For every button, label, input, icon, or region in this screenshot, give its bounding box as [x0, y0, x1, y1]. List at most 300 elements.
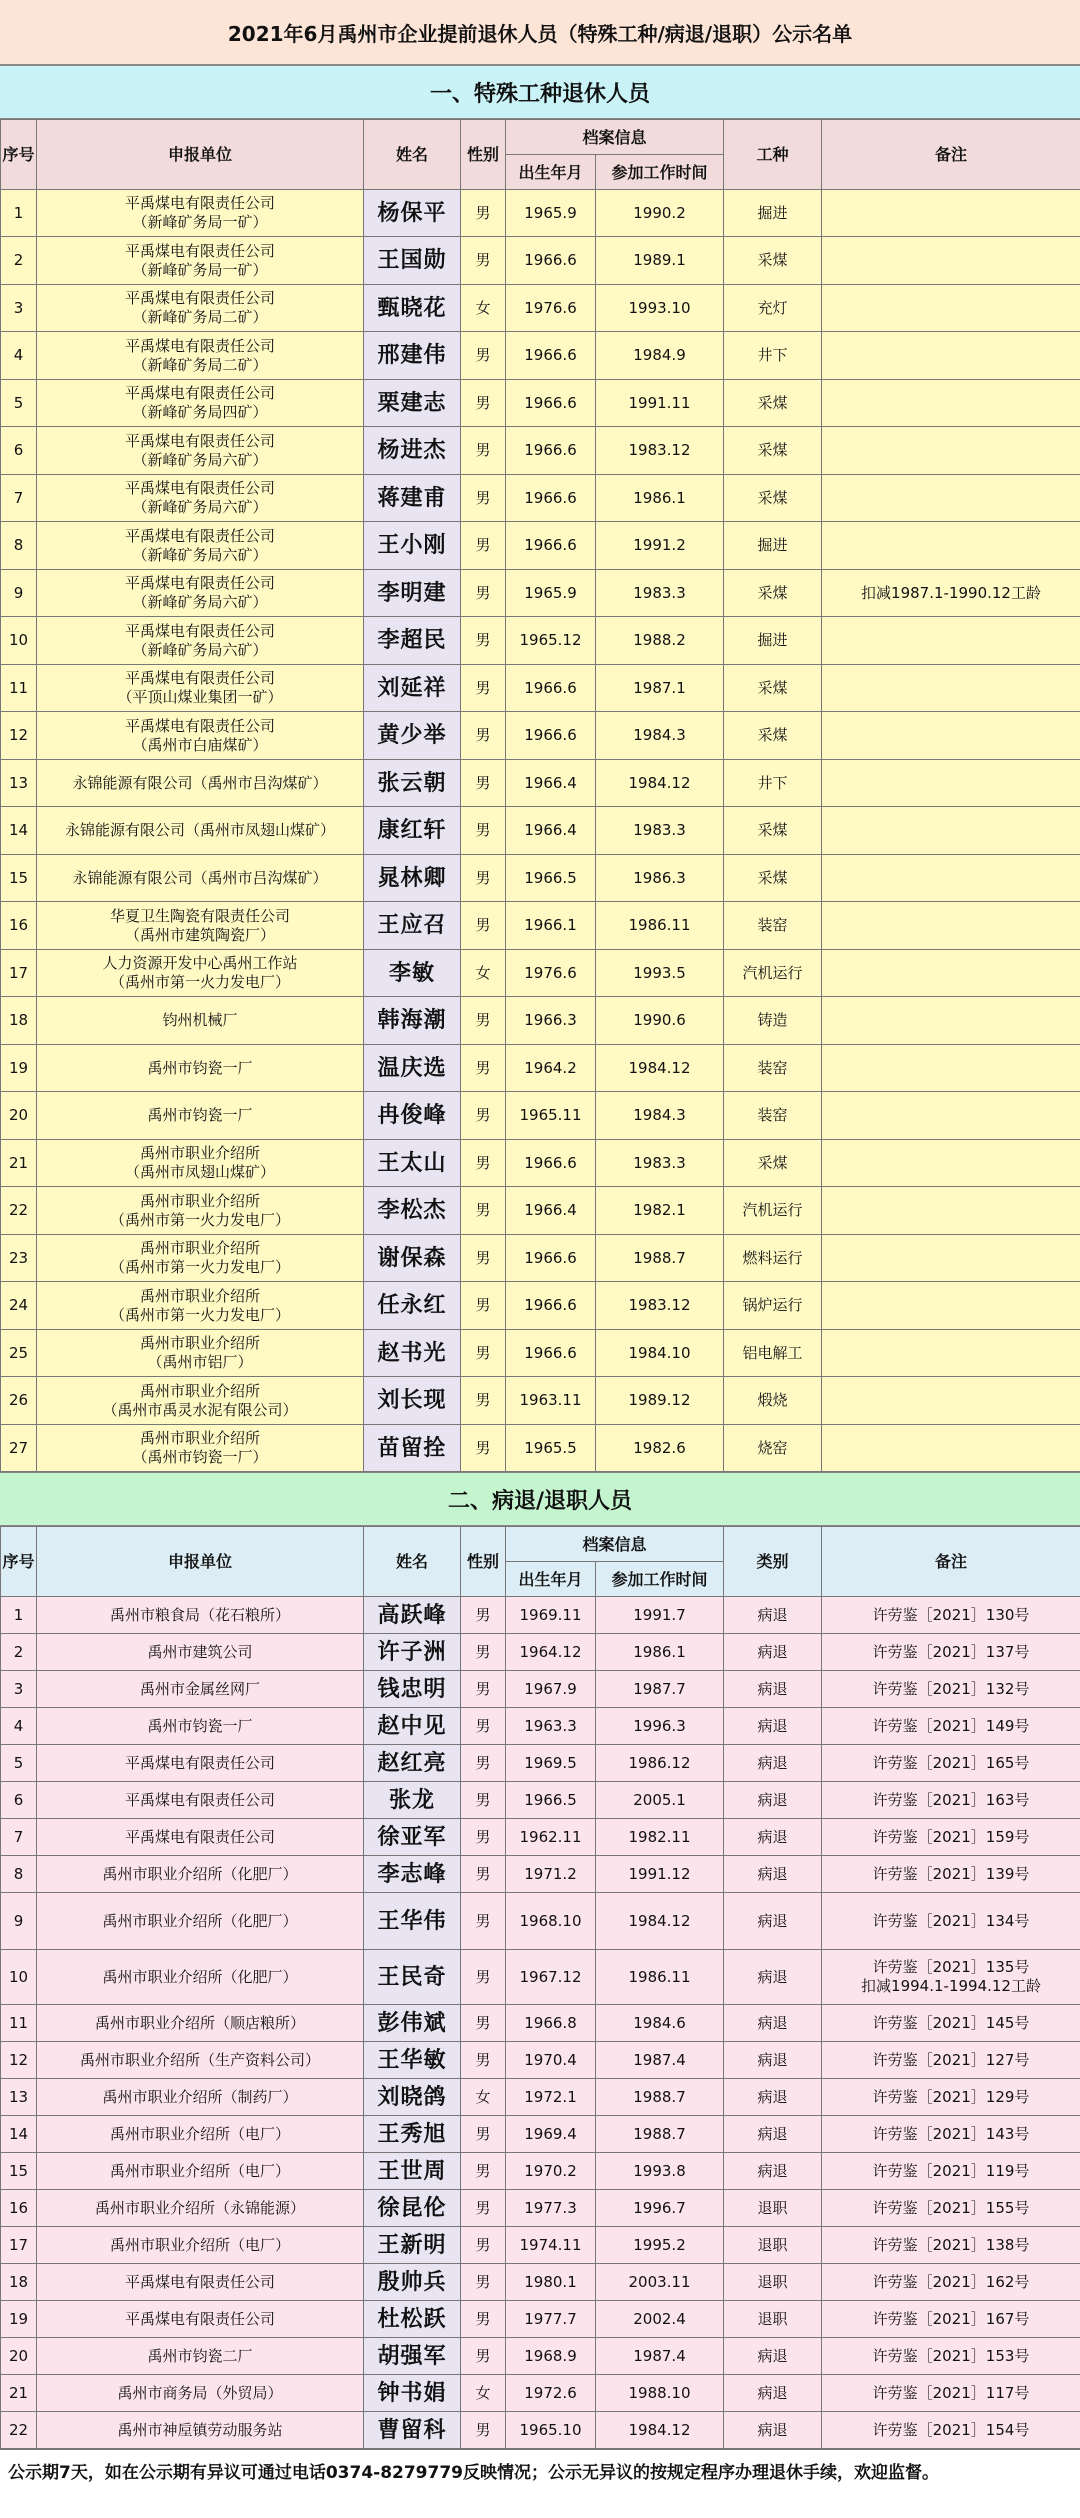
cell-note: 许劳鉴［2021］145号	[822, 2005, 1080, 2042]
cell-no: 14	[1, 807, 37, 855]
cell-name: 胡强军	[364, 2338, 461, 2375]
table-row	[1, 617, 1080, 665]
cell-gender: 男	[461, 1597, 506, 1634]
cell-name: 王太山	[364, 1140, 461, 1187]
cell-type: 采煤	[724, 570, 822, 617]
cell-gender: 男	[461, 1745, 506, 1782]
cell-name: 蒋建甫	[364, 475, 461, 522]
cell-type: 病退	[724, 1745, 822, 1782]
table-row	[1, 332, 1080, 380]
table-row	[1, 807, 1080, 855]
cell-gender: 男	[461, 1671, 506, 1708]
cell-birth: 1977.7	[506, 2301, 596, 2338]
header-unit: 申报单位	[37, 120, 364, 190]
cell-work: 1983.12	[596, 427, 724, 475]
cell-work: 1986.1	[596, 475, 724, 522]
cell-gender: 男	[461, 380, 506, 427]
cell-work: 1996.3	[596, 1708, 724, 1745]
cell-type: 井下	[724, 760, 822, 807]
cell-type: 装窑	[724, 902, 822, 950]
cell-unit: 永锦能源有限公司（禹州市凤翅山煤矿）	[37, 807, 364, 855]
header-type: 类别	[724, 1527, 822, 1597]
table-row	[1, 855, 1080, 902]
cell-name: 李志峰	[364, 1856, 461, 1893]
table-row	[1, 1187, 1080, 1235]
cell-unit: 禹州市职业介绍所（永锦能源）	[37, 2190, 364, 2227]
header-gender: 性别	[461, 1527, 506, 1597]
cell-type: 病退	[724, 2412, 822, 2449]
cell-note	[822, 997, 1080, 1045]
cell-note: 许劳鉴［2021］165号	[822, 1745, 1080, 1782]
cell-type: 病退	[724, 2116, 822, 2153]
cell-note	[822, 855, 1080, 902]
cell-work: 1988.7	[596, 2116, 724, 2153]
cell-note	[822, 237, 1080, 285]
cell-unit: 永锦能源有限公司（禹州市吕沟煤矿）	[37, 855, 364, 902]
cell-type: 采煤	[724, 1140, 822, 1187]
cell-note: 许劳鉴［2021］162号	[822, 2264, 1080, 2301]
table-row	[1, 2301, 1080, 2338]
cell-note: 许劳鉴［2021］149号	[822, 1708, 1080, 1745]
cell-gender: 男	[461, 902, 506, 950]
cell-type: 锅炉运行	[724, 1282, 822, 1330]
cell-type: 病退	[724, 1819, 822, 1856]
cell-unit: 禹州市职业介绍所（顺店粮所）	[37, 2005, 364, 2042]
cell-unit: 华夏卫生陶瓷有限责任公司 （禹州市建筑陶瓷厂）	[37, 902, 364, 950]
cell-unit: 禹州市职业介绍所（化肥厂）	[37, 1893, 364, 1950]
cell-name: 王世周	[364, 2153, 461, 2190]
cell-unit: 平禹煤电有限责任公司	[37, 2301, 364, 2338]
cell-note: 许劳鉴［2021］137号	[822, 1634, 1080, 1671]
cell-gender: 男	[461, 712, 506, 760]
table-row	[1, 475, 1080, 522]
cell-work: 1984.12	[596, 760, 724, 807]
cell-gender: 男	[461, 1140, 506, 1187]
cell-work: 1982.6	[596, 1425, 724, 1472]
cell-no: 11	[1, 2005, 37, 2042]
cell-no: 9	[1, 1893, 37, 1950]
table-row	[1, 1377, 1080, 1425]
cell-birth: 1977.3	[506, 2190, 596, 2227]
table-row	[1, 2412, 1080, 2449]
special-type-retirees-table	[0, 119, 1080, 1472]
cell-note	[822, 1377, 1080, 1425]
cell-work: 1983.3	[596, 1140, 724, 1187]
cell-birth: 1966.6	[506, 665, 596, 712]
cell-unit: 平禹煤电有限责任公司 （新峰矿务局六矿）	[37, 617, 364, 665]
cell-work: 1991.7	[596, 1597, 724, 1634]
cell-no: 21	[1, 2375, 37, 2412]
cell-work: 2005.1	[596, 1782, 724, 1819]
cell-type: 铸造	[724, 997, 822, 1045]
cell-name: 王民奇	[364, 1950, 461, 2005]
table-row	[1, 2005, 1080, 2042]
cell-work: 1983.3	[596, 570, 724, 617]
cell-note: 扣减1987.1-1990.12工龄	[822, 570, 1080, 617]
cell-unit: 禹州市神垕镇劳动服务站	[37, 2412, 364, 2449]
cell-no: 8	[1, 1856, 37, 1893]
cell-no: 1	[1, 190, 37, 237]
sick-retirees-table	[0, 1526, 1080, 2449]
cell-name: 张云朝	[364, 760, 461, 807]
table-row	[1, 2338, 1080, 2375]
header-note: 备注	[822, 1527, 1080, 1597]
cell-no: 15	[1, 855, 37, 902]
cell-note: 许劳鉴［2021］155号	[822, 2190, 1080, 2227]
table-row	[1, 2227, 1080, 2264]
cell-note	[822, 760, 1080, 807]
table-row	[1, 665, 1080, 712]
table-row	[1, 950, 1080, 997]
cell-name: 李超民	[364, 617, 461, 665]
cell-note: 许劳鉴［2021］143号	[822, 2116, 1080, 2153]
table-row	[1, 712, 1080, 760]
cell-note	[822, 807, 1080, 855]
cell-birth: 1966.4	[506, 807, 596, 855]
cell-work: 1986.11	[596, 902, 724, 950]
cell-type: 采煤	[724, 665, 822, 712]
cell-note	[822, 427, 1080, 475]
table-row	[1, 2116, 1080, 2153]
cell-gender: 男	[461, 2412, 506, 2449]
cell-no: 16	[1, 2190, 37, 2227]
cell-type: 烧窑	[724, 1425, 822, 1472]
cell-unit: 禹州市钧瓷一厂	[37, 1045, 364, 1092]
cell-unit: 禹州市职业介绍所 （禹州市第一火力发电厂）	[37, 1235, 364, 1282]
cell-name: 刘晓鸽	[364, 2079, 461, 2116]
cell-name: 任永红	[364, 1282, 461, 1330]
cell-name: 康红轩	[364, 807, 461, 855]
cell-gender: 男	[461, 1235, 506, 1282]
cell-no: 27	[1, 1425, 37, 1472]
table-row	[1, 2264, 1080, 2301]
cell-name: 李松杰	[364, 1187, 461, 1235]
cell-name: 钱忠明	[364, 1671, 461, 1708]
cell-name: 杜松跃	[364, 2301, 461, 2338]
cell-note: 许劳鉴［2021］153号	[822, 2338, 1080, 2375]
cell-name: 彭伟斌	[364, 2005, 461, 2042]
cell-unit: 禹州市职业介绍所 （禹州市第一火力发电厂）	[37, 1187, 364, 1235]
cell-work: 1991.2	[596, 522, 724, 570]
cell-work: 1984.3	[596, 1092, 724, 1140]
cell-unit: 平禹煤电有限责任公司 （新峰矿务局六矿）	[37, 522, 364, 570]
section2-heading: 二、病退/退职人员	[0, 1472, 1080, 1526]
header-unit: 申报单位	[37, 1527, 364, 1597]
cell-note: 许劳鉴［2021］154号	[822, 2412, 1080, 2449]
cell-birth: 1964.2	[506, 1045, 596, 1092]
cell-note: 许劳鉴［2021］117号	[822, 2375, 1080, 2412]
cell-name: 王国勋	[364, 237, 461, 285]
cell-work: 1987.4	[596, 2042, 724, 2079]
cell-note	[822, 950, 1080, 997]
cell-birth: 1966.8	[506, 2005, 596, 2042]
cell-no: 18	[1, 2264, 37, 2301]
cell-name: 徐昆伦	[364, 2190, 461, 2227]
cell-name: 曹留科	[364, 2412, 461, 2449]
cell-birth: 1968.10	[506, 1893, 596, 1950]
cell-unit: 禹州市职业介绍所 （禹州市第一火力发电厂）	[37, 1282, 364, 1330]
cell-birth: 1966.6	[506, 237, 596, 285]
cell-birth: 1964.12	[506, 1634, 596, 1671]
cell-note: 许劳鉴［2021］130号	[822, 1597, 1080, 1634]
cell-gender: 男	[461, 332, 506, 380]
cell-gender: 男	[461, 807, 506, 855]
cell-no: 16	[1, 902, 37, 950]
cell-no: 17	[1, 2227, 37, 2264]
cell-unit: 禹州市金属丝网厂	[37, 1671, 364, 1708]
cell-gender: 男	[461, 1950, 506, 2005]
cell-no: 15	[1, 2153, 37, 2190]
cell-type: 退职	[724, 2301, 822, 2338]
cell-no: 26	[1, 1377, 37, 1425]
cell-no: 12	[1, 712, 37, 760]
cell-birth: 1970.4	[506, 2042, 596, 2079]
cell-name: 赵中见	[364, 1708, 461, 1745]
cell-name: 刘长现	[364, 1377, 461, 1425]
cell-birth: 1966.3	[506, 997, 596, 1045]
cell-no: 12	[1, 2042, 37, 2079]
cell-birth: 1969.4	[506, 2116, 596, 2153]
cell-unit: 平禹煤电有限责任公司 （新峰矿务局二矿）	[37, 332, 364, 380]
cell-type: 采煤	[724, 855, 822, 902]
cell-unit: 平禹煤电有限责任公司 （新峰矿务局六矿）	[37, 570, 364, 617]
cell-gender: 男	[461, 1856, 506, 1893]
cell-name: 高跃峰	[364, 1597, 461, 1634]
cell-note: 许劳鉴［2021］134号	[822, 1893, 1080, 1950]
cell-gender: 男	[461, 475, 506, 522]
cell-note: 许劳鉴［2021］167号	[822, 2301, 1080, 2338]
cell-note	[822, 285, 1080, 332]
cell-no: 13	[1, 2079, 37, 2116]
cell-birth: 1966.5	[506, 855, 596, 902]
table-row	[1, 1140, 1080, 1187]
cell-birth: 1966.6	[506, 1140, 596, 1187]
cell-no: 6	[1, 427, 37, 475]
cell-gender: 男	[461, 1092, 506, 1140]
cell-gender: 男	[461, 760, 506, 807]
table-row	[1, 1893, 1080, 1950]
cell-no: 23	[1, 1235, 37, 1282]
cell-work: 1995.2	[596, 2227, 724, 2264]
cell-gender: 男	[461, 2227, 506, 2264]
cell-name: 殷帅兵	[364, 2264, 461, 2301]
cell-type: 燃料运行	[724, 1235, 822, 1282]
cell-name: 钟书娟	[364, 2375, 461, 2412]
table-row	[1, 1856, 1080, 1893]
table-row	[1, 2375, 1080, 2412]
cell-name: 谢保森	[364, 1235, 461, 1282]
cell-name: 王小刚	[364, 522, 461, 570]
cell-work: 1983.12	[596, 1282, 724, 1330]
header-work: 参加工作时间	[596, 1562, 724, 1597]
cell-work: 1986.12	[596, 1745, 724, 1782]
cell-name: 杨保平	[364, 190, 461, 237]
cell-birth: 1963.3	[506, 1708, 596, 1745]
cell-type: 退职	[724, 2264, 822, 2301]
cell-note	[822, 1282, 1080, 1330]
cell-work: 1984.12	[596, 1045, 724, 1092]
table-row	[1, 1282, 1080, 1330]
cell-type: 退职	[724, 2227, 822, 2264]
cell-note	[822, 665, 1080, 712]
cell-unit: 永锦能源有限公司（禹州市吕沟煤矿）	[37, 760, 364, 807]
cell-unit: 禹州市职业介绍所 （禹州市铝厂）	[37, 1330, 364, 1377]
cell-birth: 1966.5	[506, 1782, 596, 1819]
cell-type: 病退	[724, 1950, 822, 2005]
table-row	[1, 427, 1080, 475]
cell-no: 8	[1, 522, 37, 570]
cell-unit: 平禹煤电有限责任公司 （新峰矿务局一矿）	[37, 237, 364, 285]
cell-no: 2	[1, 1634, 37, 1671]
cell-work: 1993.5	[596, 950, 724, 997]
cell-unit: 平禹煤电有限责任公司 （新峰矿务局六矿）	[37, 427, 364, 475]
cell-name: 赵书光	[364, 1330, 461, 1377]
cell-type: 掘进	[724, 617, 822, 665]
cell-gender: 女	[461, 2079, 506, 2116]
cell-name: 黄少举	[364, 712, 461, 760]
cell-gender: 男	[461, 1377, 506, 1425]
cell-birth: 1974.11	[506, 2227, 596, 2264]
cell-birth: 1967.9	[506, 1671, 596, 1708]
cell-work: 2002.4	[596, 2301, 724, 2338]
header-archive: 档案信息	[506, 120, 724, 155]
cell-note	[822, 1140, 1080, 1187]
cell-type: 病退	[724, 2153, 822, 2190]
header-no: 序号	[1, 1527, 37, 1597]
cell-unit: 禹州市职业介绍所（电厂）	[37, 2116, 364, 2153]
cell-birth: 1966.6	[506, 1330, 596, 1377]
cell-name: 徐亚军	[364, 1819, 461, 1856]
cell-work: 1987.1	[596, 665, 724, 712]
cell-gender: 男	[461, 2301, 506, 2338]
cell-work: 1984.3	[596, 712, 724, 760]
cell-unit: 平禹煤电有限责任公司 （新峰矿务局四矿）	[37, 380, 364, 427]
cell-birth: 1967.12	[506, 1950, 596, 2005]
cell-birth: 1966.4	[506, 760, 596, 807]
table-row	[1, 1745, 1080, 1782]
cell-note	[822, 1092, 1080, 1140]
table-row	[1, 1425, 1080, 1472]
cell-no: 25	[1, 1330, 37, 1377]
cell-work: 1982.1	[596, 1187, 724, 1235]
cell-unit: 禹州市职业介绍所（化肥厂）	[37, 1950, 364, 2005]
cell-birth: 1966.6	[506, 1282, 596, 1330]
table-row	[1, 1045, 1080, 1092]
cell-unit: 禹州市钧瓷二厂	[37, 2338, 364, 2375]
cell-unit: 平禹煤电有限责任公司	[37, 1745, 364, 1782]
cell-no: 19	[1, 2301, 37, 2338]
table-row	[1, 1235, 1080, 1282]
cell-gender: 男	[461, 2005, 506, 2042]
cell-type: 病退	[724, 2079, 822, 2116]
cell-name: 甄晓花	[364, 285, 461, 332]
cell-no: 10	[1, 617, 37, 665]
cell-type: 掘进	[724, 190, 822, 237]
cell-birth: 1970.2	[506, 2153, 596, 2190]
cell-gender: 男	[461, 1634, 506, 1671]
cell-no: 18	[1, 997, 37, 1045]
cell-type: 采煤	[724, 427, 822, 475]
cell-unit: 平禹煤电有限责任公司 （新峰矿务局二矿）	[37, 285, 364, 332]
cell-type: 病退	[724, 1893, 822, 1950]
cell-no: 4	[1, 332, 37, 380]
cell-type: 掘进	[724, 522, 822, 570]
cell-gender: 男	[461, 427, 506, 475]
cell-type: 病退	[724, 1634, 822, 1671]
cell-work: 1991.11	[596, 380, 724, 427]
cell-unit: 平禹煤电有限责任公司 （新峰矿务局一矿）	[37, 190, 364, 237]
table-row	[1, 1634, 1080, 1671]
cell-work: 1993.10	[596, 285, 724, 332]
cell-unit: 禹州市粮食局（花石粮所）	[37, 1597, 364, 1634]
cell-note: 许劳鉴［2021］132号	[822, 1671, 1080, 1708]
cell-gender: 女	[461, 950, 506, 997]
cell-unit: 平禹煤电有限责任公司 （平顶山煤业集团一矿）	[37, 665, 364, 712]
table-row	[1, 2079, 1080, 2116]
cell-note: 许劳鉴［2021］159号	[822, 1819, 1080, 1856]
table-row	[1, 522, 1080, 570]
cell-birth: 1966.6	[506, 427, 596, 475]
cell-work: 1984.10	[596, 1330, 724, 1377]
header-note: 备注	[822, 120, 1080, 190]
cell-work: 1990.6	[596, 997, 724, 1045]
cell-type: 汽机运行	[724, 1187, 822, 1235]
table-row	[1, 760, 1080, 807]
cell-type: 退职	[724, 2190, 822, 2227]
cell-note	[822, 475, 1080, 522]
cell-gender: 女	[461, 2375, 506, 2412]
cell-name: 晁林卿	[364, 855, 461, 902]
cell-work: 1984.12	[596, 1893, 724, 1950]
cell-type: 病退	[724, 1782, 822, 1819]
cell-note	[822, 332, 1080, 380]
cell-birth: 1965.11	[506, 1092, 596, 1140]
header-name: 姓名	[364, 1527, 461, 1597]
table-row	[1, 1819, 1080, 1856]
cell-note	[822, 380, 1080, 427]
table-row	[1, 190, 1080, 237]
page-title: 2021年6月禹州市企业提前退休人员（特殊工种/病退/退职）公示名单	[0, 0, 1080, 65]
cell-note	[822, 617, 1080, 665]
header-archive: 档案信息	[506, 1527, 724, 1562]
cell-gender: 男	[461, 2190, 506, 2227]
cell-note: 许劳鉴［2021］129号	[822, 2079, 1080, 2116]
cell-no: 11	[1, 665, 37, 712]
cell-birth: 1969.11	[506, 1597, 596, 1634]
cell-name: 韩海潮	[364, 997, 461, 1045]
cell-no: 22	[1, 2412, 37, 2449]
cell-type: 采煤	[724, 237, 822, 285]
cell-unit: 平禹煤电有限责任公司 （新峰矿务局六矿）	[37, 475, 364, 522]
cell-gender: 男	[461, 1708, 506, 1745]
cell-gender: 男	[461, 1819, 506, 1856]
cell-gender: 男	[461, 522, 506, 570]
cell-unit: 禹州市职业介绍所（化肥厂）	[37, 1856, 364, 1893]
cell-note: 许劳鉴［2021］135号 扣减1994.1-1994.12工龄	[822, 1950, 1080, 2005]
cell-type: 病退	[724, 2338, 822, 2375]
footer-notice: 公示期7天，如在公示期有异议可通过电话0374-8279779反映情况；公示无异议的按规定程序办理退休手续，欢迎监督。	[0, 2449, 1080, 2490]
cell-unit: 禹州市商务局（外贸局）	[37, 2375, 364, 2412]
cell-work: 1986.11	[596, 1950, 724, 2005]
cell-gender: 男	[461, 190, 506, 237]
cell-no: 20	[1, 2338, 37, 2375]
table-row	[1, 2042, 1080, 2079]
cell-unit: 平禹煤电有限责任公司	[37, 2264, 364, 2301]
header-name: 姓名	[364, 120, 461, 190]
cell-work: 1990.2	[596, 190, 724, 237]
cell-no: 9	[1, 570, 37, 617]
cell-unit: 平禹煤电有限责任公司 （禹州市白庙煤矿）	[37, 712, 364, 760]
